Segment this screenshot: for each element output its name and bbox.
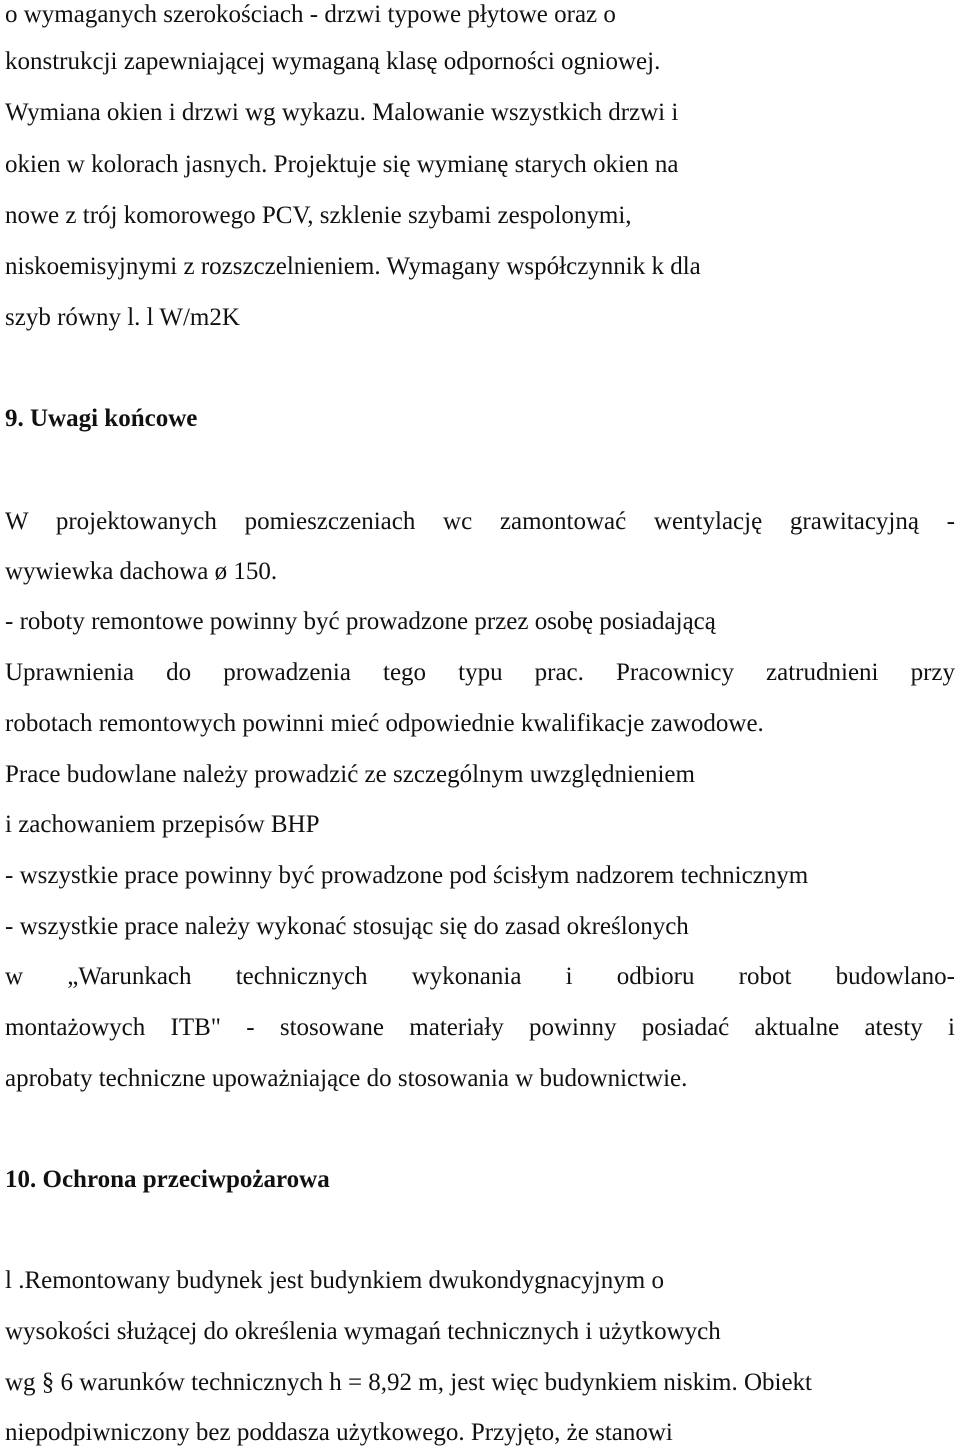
text-line: i zachowaniem przepisów BHP — [5, 811, 320, 838]
text-line: nowe z trój komorowego PCV, szklenie szybami zespolonymi, — [5, 202, 632, 229]
text-line: o wymaganych szerokościach - drzwi typowe płytowe oraz o — [5, 1, 616, 28]
text-line: szyb równy l. l W/m2K — [5, 304, 240, 331]
text-line: wg § 6 warunków technicznych h = 8,92 m, jest więc budynkiem niskim. Obiekt — [5, 1369, 813, 1396]
text-line: - roboty remontowe powinny być prowadzone przez osobę posiadającą — [5, 608, 716, 635]
text-line: - wszystkie prace należy wykonać stosując się do zasad określonych — [5, 913, 689, 940]
section-9-heading: 9. Uwagi końcowe — [5, 405, 198, 432]
text-line: konstrukcji zapewniającej wymaganą klasę odporności ogniowej. — [5, 48, 661, 75]
text-line: w „Warunkach technicznych wykonania i odbioru robot budowlano- — [5, 963, 955, 990]
text-line: montażowych ITB" - stosowane materiały powinny posiadać aktualne atesty i — [5, 1014, 955, 1041]
text-line: l .Remontowany budynek jest budynkiem dwukondygnacyjnym o — [5, 1267, 664, 1294]
text-line: wywiewka dachowa ø 150. — [5, 558, 278, 585]
text-line: - wszystkie prace powinny być prowadzone pod ścisłym nadzorem technicznym — [5, 862, 809, 889]
text-line: okien w kolorach jasnych. Projektuje się wymianę starych okien na — [5, 151, 679, 178]
text-line: wysokości służącej do określenia wymagań technicznych i użytkowych — [5, 1318, 721, 1345]
text-line: Wymiana okien i drzwi wg wykazu. Malowanie wszystkich drzwi i — [5, 99, 679, 126]
text-line: W projektowanych pomieszczeniach wc zamontować wentylację grawitacyjną - — [5, 508, 955, 535]
text-line: niepodpiwniczony bez poddasza użytkowego. Przyjęto, że stanowi — [5, 1419, 673, 1446]
text-line: aprobaty techniczne upoważniające do stosowania w budownictwie. — [5, 1065, 688, 1092]
text-line: Uprawnienia do prowadzenia tego typu prac. Pracownicy zatrudnieni przy — [5, 659, 955, 686]
section-10-heading: 10. Ochrona przeciwpożarowa — [5, 1166, 330, 1193]
text-line: robotach remontowych powinni mieć odpowiednie kwalifikacje zawodowe. — [5, 710, 764, 737]
text-line: Prace budowlane należy prowadzić ze szczególnym uwzględnieniem — [5, 761, 695, 788]
text-line: niskoemisyjnymi z rozszczelnieniem. Wymagany współczynnik k dla — [5, 253, 701, 280]
